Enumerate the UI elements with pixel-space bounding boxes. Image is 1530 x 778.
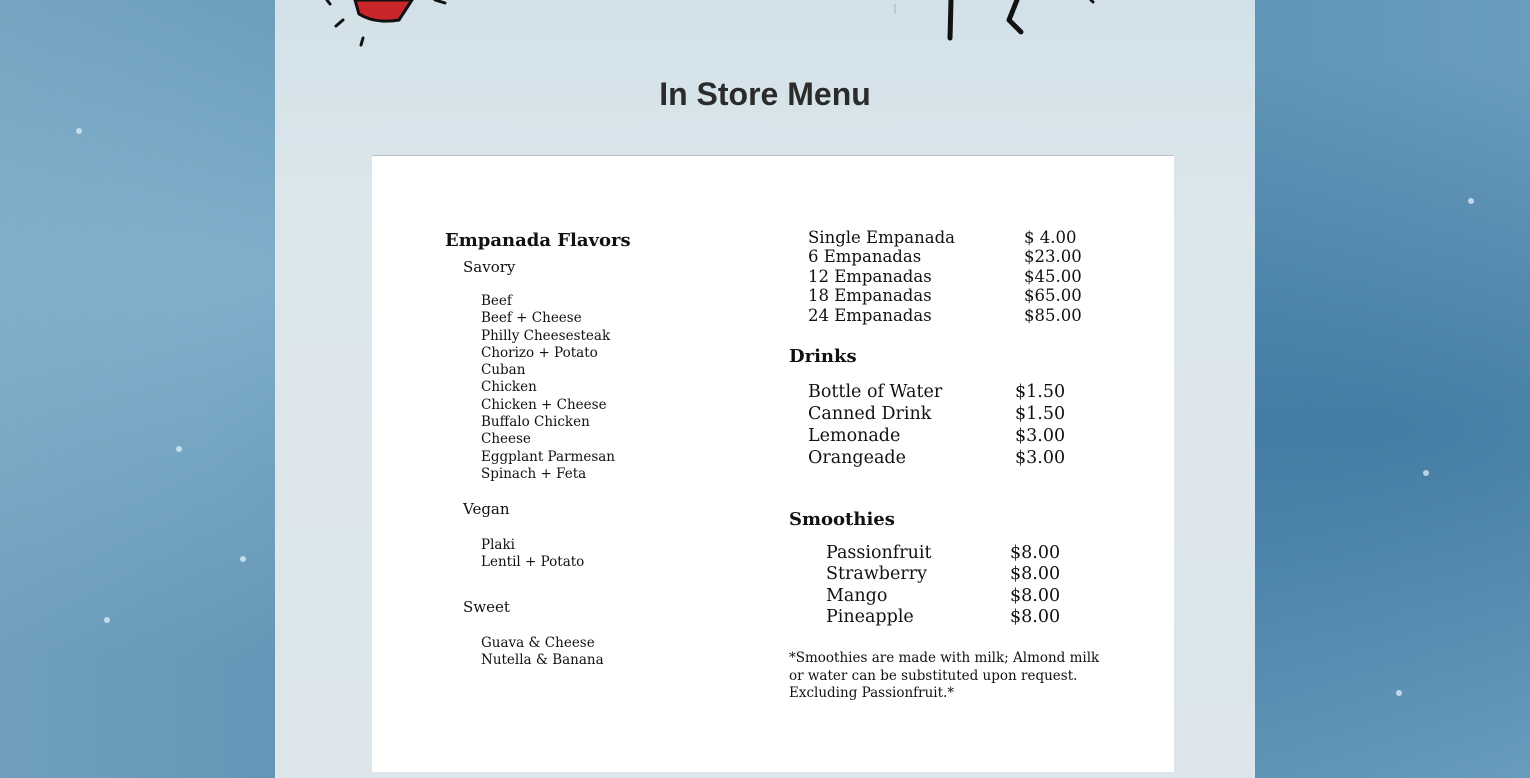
price-row (808, 267, 1082, 286)
smoothie-row (826, 586, 1060, 607)
price-row (808, 247, 1082, 266)
empanada-price-list (808, 228, 1082, 325)
price-row-price: $45.00 (1024, 266, 1082, 286)
drink-row (808, 425, 1065, 447)
menu-item: Spinach + Feta (481, 465, 587, 482)
smoothie-price: $8.00 (1010, 585, 1061, 606)
menu-item: Beef (481, 293, 512, 309)
menu-card (372, 155, 1174, 772)
smoothie-name: Strawberry (826, 564, 927, 585)
menu-item: Lentil + Potato (481, 554, 585, 571)
page-title: In Store Menu (659, 76, 871, 112)
drink-price: $1.50 (1015, 382, 1066, 402)
drink-row (808, 447, 1065, 469)
vegan-items (481, 537, 584, 572)
stick-figure-legs-icon (895, 0, 1093, 38)
smoothies-heading: Smoothies (789, 509, 895, 530)
price-row-name: Single Empanada (808, 228, 956, 247)
price-row-price: $85.00 (1024, 305, 1082, 325)
background-speck (1396, 690, 1402, 696)
price-row-price: $ 4.00 (1024, 228, 1077, 247)
drink-name: Bottle of Water (808, 382, 943, 402)
background-speck (240, 556, 246, 562)
background-speck (1423, 470, 1429, 476)
price-row (808, 228, 1082, 247)
menu-item: Chicken + Cheese (481, 396, 607, 413)
price-row-name: 12 Empanadas (808, 266, 932, 286)
smoothie-row (826, 564, 1060, 585)
flavor-group-savory-label: Savory (463, 258, 516, 276)
price-row-name: 18 Empanadas (808, 286, 932, 306)
flavor-group-sweet-label: Sweet (463, 598, 510, 616)
drink-price: $1.50 (1015, 404, 1066, 424)
smoothie-row (826, 607, 1060, 628)
header-illustration (275, 0, 1255, 60)
sweet-items (481, 635, 604, 670)
background-speck (1468, 198, 1474, 204)
drink-row (808, 403, 1065, 425)
menu-item: Eggplant Parmesan (481, 448, 615, 465)
smoothie-row (826, 543, 1060, 564)
content-column (275, 0, 1255, 778)
smoothie-name: Pineapple (826, 606, 914, 627)
price-row (808, 286, 1082, 305)
smoothie-price: $8.00 (1010, 543, 1061, 563)
drinks-list (808, 381, 1065, 469)
menu-item: Plaki (481, 537, 515, 553)
flavor-group-vegan-label: Vegan (463, 500, 510, 518)
savory-items (481, 293, 615, 483)
menu-item: Chicken (481, 379, 537, 396)
smoothie-name: Passionfruit (826, 543, 932, 563)
flavors-heading: Empanada Flavors (445, 230, 631, 251)
drink-name: Lemonade (808, 426, 901, 446)
price-row-price: $23.00 (1024, 247, 1082, 267)
drink-price: $3.00 (1015, 426, 1066, 446)
drink-price: $3.00 (1015, 448, 1066, 468)
smoothie-price: $8.00 (1010, 606, 1061, 627)
background-speck (76, 128, 82, 134)
menu-item: Cheese (481, 431, 531, 448)
background-speck (104, 617, 110, 623)
drinks-heading: Drinks (789, 346, 857, 367)
menu-item: Buffalo Chicken (481, 414, 590, 431)
menu-item: Chorizo + Potato (481, 344, 598, 361)
price-row-name: 6 Empanadas (808, 247, 922, 267)
smoothies-list (826, 543, 1060, 628)
drink-name: Orangeade (808, 448, 906, 468)
menu-item: Guava & Cheese (481, 635, 595, 651)
red-heart-icon (327, 0, 445, 45)
menu-item: Beef + Cheese (481, 310, 582, 327)
smoothie-price: $8.00 (1010, 564, 1061, 585)
menu-item: Philly Cheesesteak (481, 327, 611, 344)
background-speck (176, 446, 182, 452)
smoothie-name: Mango (826, 585, 888, 606)
menu-item: Nutella & Banana (481, 652, 604, 669)
smoothie-footnote: *Smoothies are made with milk; Almond milk or water can be substituted upon request. Excluding Passionfruit.* (789, 650, 1100, 701)
drink-row (808, 381, 1065, 403)
drink-name: Canned Drink (808, 404, 932, 424)
price-row (808, 306, 1082, 325)
price-row-price: $65.00 (1024, 286, 1082, 306)
menu-item: Cuban (481, 362, 526, 379)
price-row-name: 24 Empanadas (808, 305, 932, 325)
